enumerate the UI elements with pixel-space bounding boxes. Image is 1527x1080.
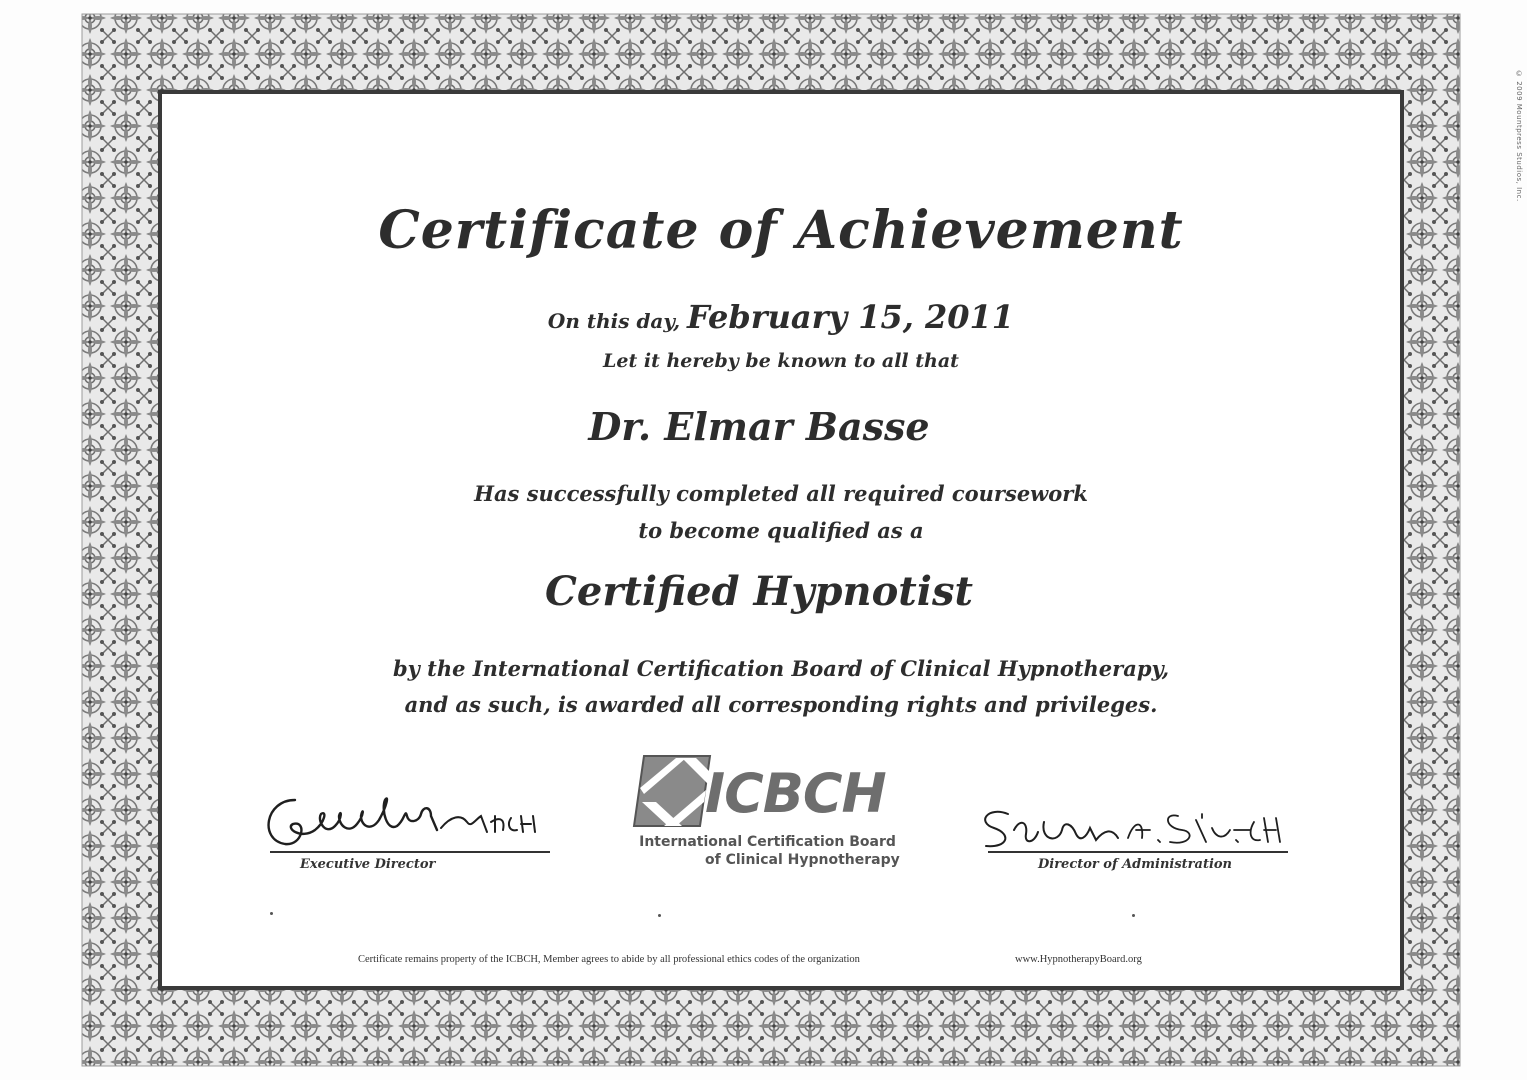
signature-line-right bbox=[988, 851, 1288, 853]
achievement-title: Certified Hypnotist bbox=[545, 568, 973, 615]
logo-abbreviation: ICBCH bbox=[705, 762, 886, 825]
board-line-1: by the International Certification Board of Clinical Hypnotherapy, bbox=[392, 656, 1170, 681]
award-date: February 15, 2011 bbox=[687, 298, 1015, 336]
logo-name-line-1: International Certification Board bbox=[639, 834, 896, 850]
footer-note: Certificate remains property of the ICBCH, Member agrees to abide by all professional ethics codes of the organization bbox=[358, 954, 860, 965]
completion-line-1: Has successfully completed all required coursework bbox=[474, 481, 1088, 506]
date-prefix: On this day, bbox=[547, 309, 681, 333]
date-line bbox=[162, 298, 1400, 336]
logo-name-line-2: of Clinical Hypnotherapy bbox=[705, 852, 900, 868]
completion-line-2: to become qualified as a bbox=[638, 518, 924, 543]
proclamation-line: Let it hereby be known to all that bbox=[603, 350, 959, 372]
dot-mark bbox=[1132, 914, 1135, 917]
footer-website: www.HypnotherapyBoard.org bbox=[1015, 954, 1142, 965]
director-of-administration-label: Director of Administration bbox=[1038, 857, 1233, 872]
director-of-administration-signature-block bbox=[968, 800, 1298, 880]
dot-mark bbox=[270, 912, 273, 915]
executive-director-signature bbox=[255, 780, 555, 860]
certificate-title: Certificate of Achievement bbox=[378, 200, 1184, 261]
signature-line-left bbox=[270, 851, 550, 853]
dot-mark bbox=[658, 914, 661, 917]
icbch-logo bbox=[625, 748, 915, 873]
recipient-name: Dr. Elmar Basse bbox=[588, 404, 930, 449]
copyright-notice: © 2009 Mountpress Studios, Inc. bbox=[1515, 70, 1523, 202]
board-line-2: and as such, is awarded all corresponding rights and privileges. bbox=[404, 692, 1158, 717]
executive-director-signature-block bbox=[255, 780, 555, 880]
executive-director-label: Executive Director bbox=[300, 857, 436, 872]
